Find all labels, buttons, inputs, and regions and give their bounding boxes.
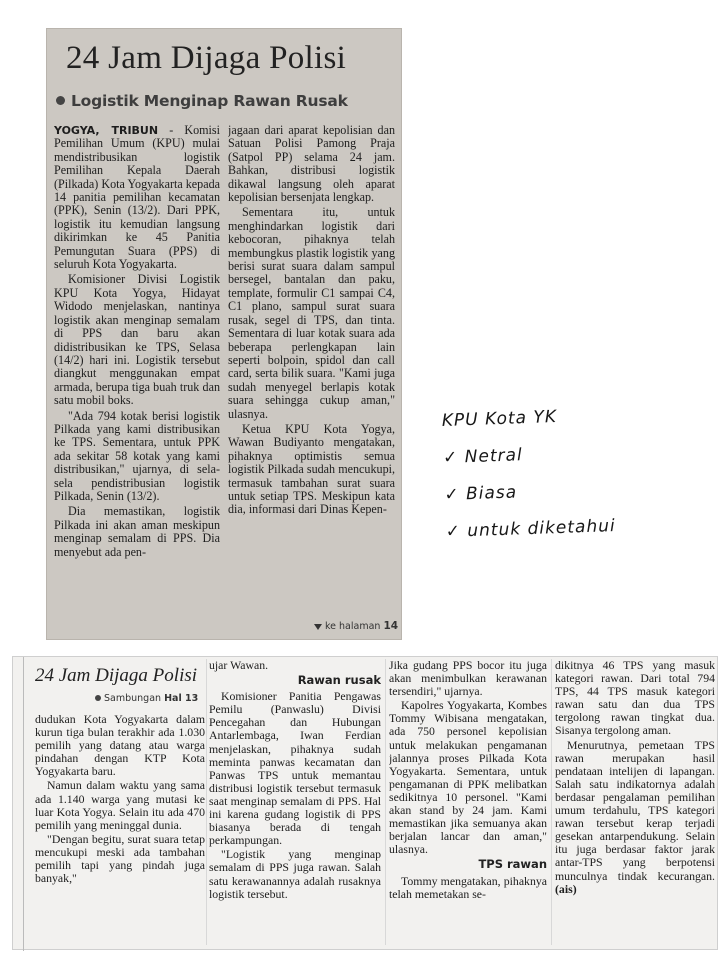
continued-on-page: ke halaman 14	[314, 620, 398, 632]
top-subheadline	[56, 92, 348, 110]
paragraph: "Ada 794 kotak berisi logistik Pilkada yang kami distribusikan ke TPS. Sementara, untuk PPK ada sekitar 58 kotak yang kami distribusikan," ujarnya, di sela-sela pendistribusian logistik Pilkada, Senin (13/2).	[54, 408, 220, 503]
bullet-icon	[56, 96, 65, 105]
paragraph: jagaan dari aparat kepolisian dan Satuan Polisi Pamong Praja (Satpol PP) selama 24 jam. Bahkan, distribusi logistik dikawal langsung oleh aparat kepolisian bersenjata lengkap.	[228, 124, 395, 205]
triangle-icon	[314, 624, 322, 630]
paragraph: Dia memastikan, logistik Pilkada ini akan aman meskipun menginap semalam di PPS. Dia menyebut ada pen-	[54, 504, 220, 559]
paragraph: Kapolres Yogyakarta, Kombes Tommy Wibisana mengatakan, ada 750 personel kepolisian untuk melakukan pengamanan jalannya proses Pilkada Kota Yogyakarta. Sementara, untuk pengamanan di PPK melibatkan sedikitnya 10 personel. "Kami akan stand by 24 jam. Kami memastikan jika semuanya akan berjalan lancar dan aman," ulasnya.	[389, 698, 547, 857]
paragraph: Jika gudang PPS bocor itu juga akan menimbulkan kerawanan tersendiri," ujarnya.	[389, 659, 547, 699]
paragraph: dudukan Kota Yogyakarta dalam kurun tiga bulan terakhir ada 1.030 pemilih yang datang atau warga pindahan dengan KTP Kota Yogyakarta baru.	[35, 713, 205, 779]
bottom-article-column-3	[389, 659, 547, 947]
paragraph: "Dengan begitu, surat suara tetap mencukupi meski ada tambahan pemilih tapi yang pindah juga banyak,"	[35, 831, 205, 886]
section-heading: Rawan rusak	[297, 673, 381, 688]
continued-from: Sambungan Hal 13	[95, 693, 198, 704]
note-line: KPU Kota YK	[441, 406, 558, 432]
note-line: ✓ Netral	[442, 445, 524, 468]
top-article-column-2	[228, 124, 395, 616]
author-signature: (ais)	[555, 881, 577, 896]
top-article-clipping	[46, 28, 402, 640]
column-divider	[385, 659, 386, 945]
bottom-article-column-1	[35, 713, 205, 947]
dateline: YOGYA, TRIBUN	[54, 124, 159, 137]
top-article-column-1	[54, 124, 220, 632]
bottom-article-column-4	[555, 659, 715, 947]
top-headline: 24 Jam Dijaga Polisi	[66, 40, 347, 76]
paragraph: Tommy mengatakan, pihaknya telah memetakan se-	[389, 873, 547, 901]
bottom-headline: 24 Jam Dijaga Polisi	[35, 665, 198, 686]
paragraph: Komisioner Divisi Logistik KPU Kota Yogya, Hidayat Widodo menjelaskan, nantinya logistik akan menginap semalam di PPS dan baru akan didistribusikan ke TPS, Selasa (14/2) hari ini. Logistik tersebut diangkut menggunakan empat armada, berupa tiga buah truk dan satu mobil boks.	[54, 272, 220, 408]
paragraph: Komisioner Panitia Pengawas Pemilu (Panwaslu) Divisi Pencegahan dan Hubungan Antarlembaga, Iwan Ferdian menjelaskan, pihaknya sudah meminta panwas kecamatan dan Panwas TPS untuk memantau distribusi logistik tersebut termasuk saat menginap semalam di PPS. Hal ini karena gudang logistik di PPS biasanya berada di tengah perkampungan.	[209, 689, 381, 848]
bullet-icon	[95, 695, 101, 701]
bottom-article-clipping	[12, 656, 718, 950]
paragraph: Ketua KPU Kota Yogya, Wawan Budiyanto mengatakan, pihaknya optimistis semua logistik Pilkada sudah mencukupi, termasuk tambahan surat suara untuk setiap TPS. Meskipun kata dia, informasi dari Dinas Kepen-	[228, 421, 395, 517]
bottom-article-column-2	[209, 659, 381, 947]
column-divider	[206, 659, 207, 945]
margin-rule	[23, 657, 24, 951]
paragraph: dikitnya 46 TPS yang masuk kategori rawan. Dari total 794 TPS, 44 TPS masuk kategori rawan satu dan dua TPS tergolong rawan tingkat dua. Sisanya tergolong aman.	[555, 659, 715, 738]
paragraph: YOGYA, TRIBUN - Komisi Pemilihan Umum (KPU) mulai mendistribusikan logistik Pemilihan Kepala Daerah (Pilkada) Kota Yogyakarta kepada 14 panitia pemilihan kecamatan (PPK), Senin (13/2). Dari PPK, logistik itu kemudian langsung dikirimkan ke 45 Panitia Pemungutan Suara (PPS) di seluruh Kota Yogyakarta.	[54, 124, 220, 272]
paragraph: ujar Wawan.	[209, 659, 269, 672]
paragraph: Sementara itu, untuk menghindarkan logistik dari kebocoran, pihaknya telah membungkus plastik logistik yang berisi surat suara dalam sampul bersegel, bantalan dan paku, template, formulir C1 sampai C4, C1 plano, sampul surat suara rusak, segel di TPS, dan tinta. Sementara di luar kotak suara ada beberapa perlengkapan lain seperti bolpoin, spidol dan call card, serta bilik suara. "Kami juga sudah menyegel berlapis kotak suara sehingga cukup aman," ulasnya.	[228, 205, 395, 421]
handwritten-note	[441, 405, 616, 559]
paragraph: "Logistik yang menginap semalam di PPS juga rawan. Salah satu kerawanannya adalah rusaknya logistik tersebut.	[209, 847, 381, 901]
column-divider	[551, 659, 552, 945]
paragraph: Namun dalam waktu yang sama ada 1.140 warga yang mutasi ke luar Kota Yogya. Selain itu ada 470 pemilih yang meninggal dunia.	[35, 778, 205, 832]
section-heading: TPS rawan	[478, 857, 547, 872]
note-line: ✓ Biasa	[444, 482, 518, 505]
note-line: ✓ untuk diketahui	[445, 516, 616, 542]
top-subheadline-text: Logistik Menginap Rawan Rusak	[71, 92, 348, 110]
paragraph: Menurutnya, pemetaan TPS rawan merupakan hasil pendataan intelijen di lapangan. Salah satu indikatornya adalah berdasar pengalaman pemilihan umum terdahulu, TPS kategori rawan tersebut kerap terjadi gesekan antarpendukung. Selain itu juga berdasar faktor jarak antar-TPS yang berpotensi munculnya tindak kecurangan. (ais)	[555, 737, 715, 896]
